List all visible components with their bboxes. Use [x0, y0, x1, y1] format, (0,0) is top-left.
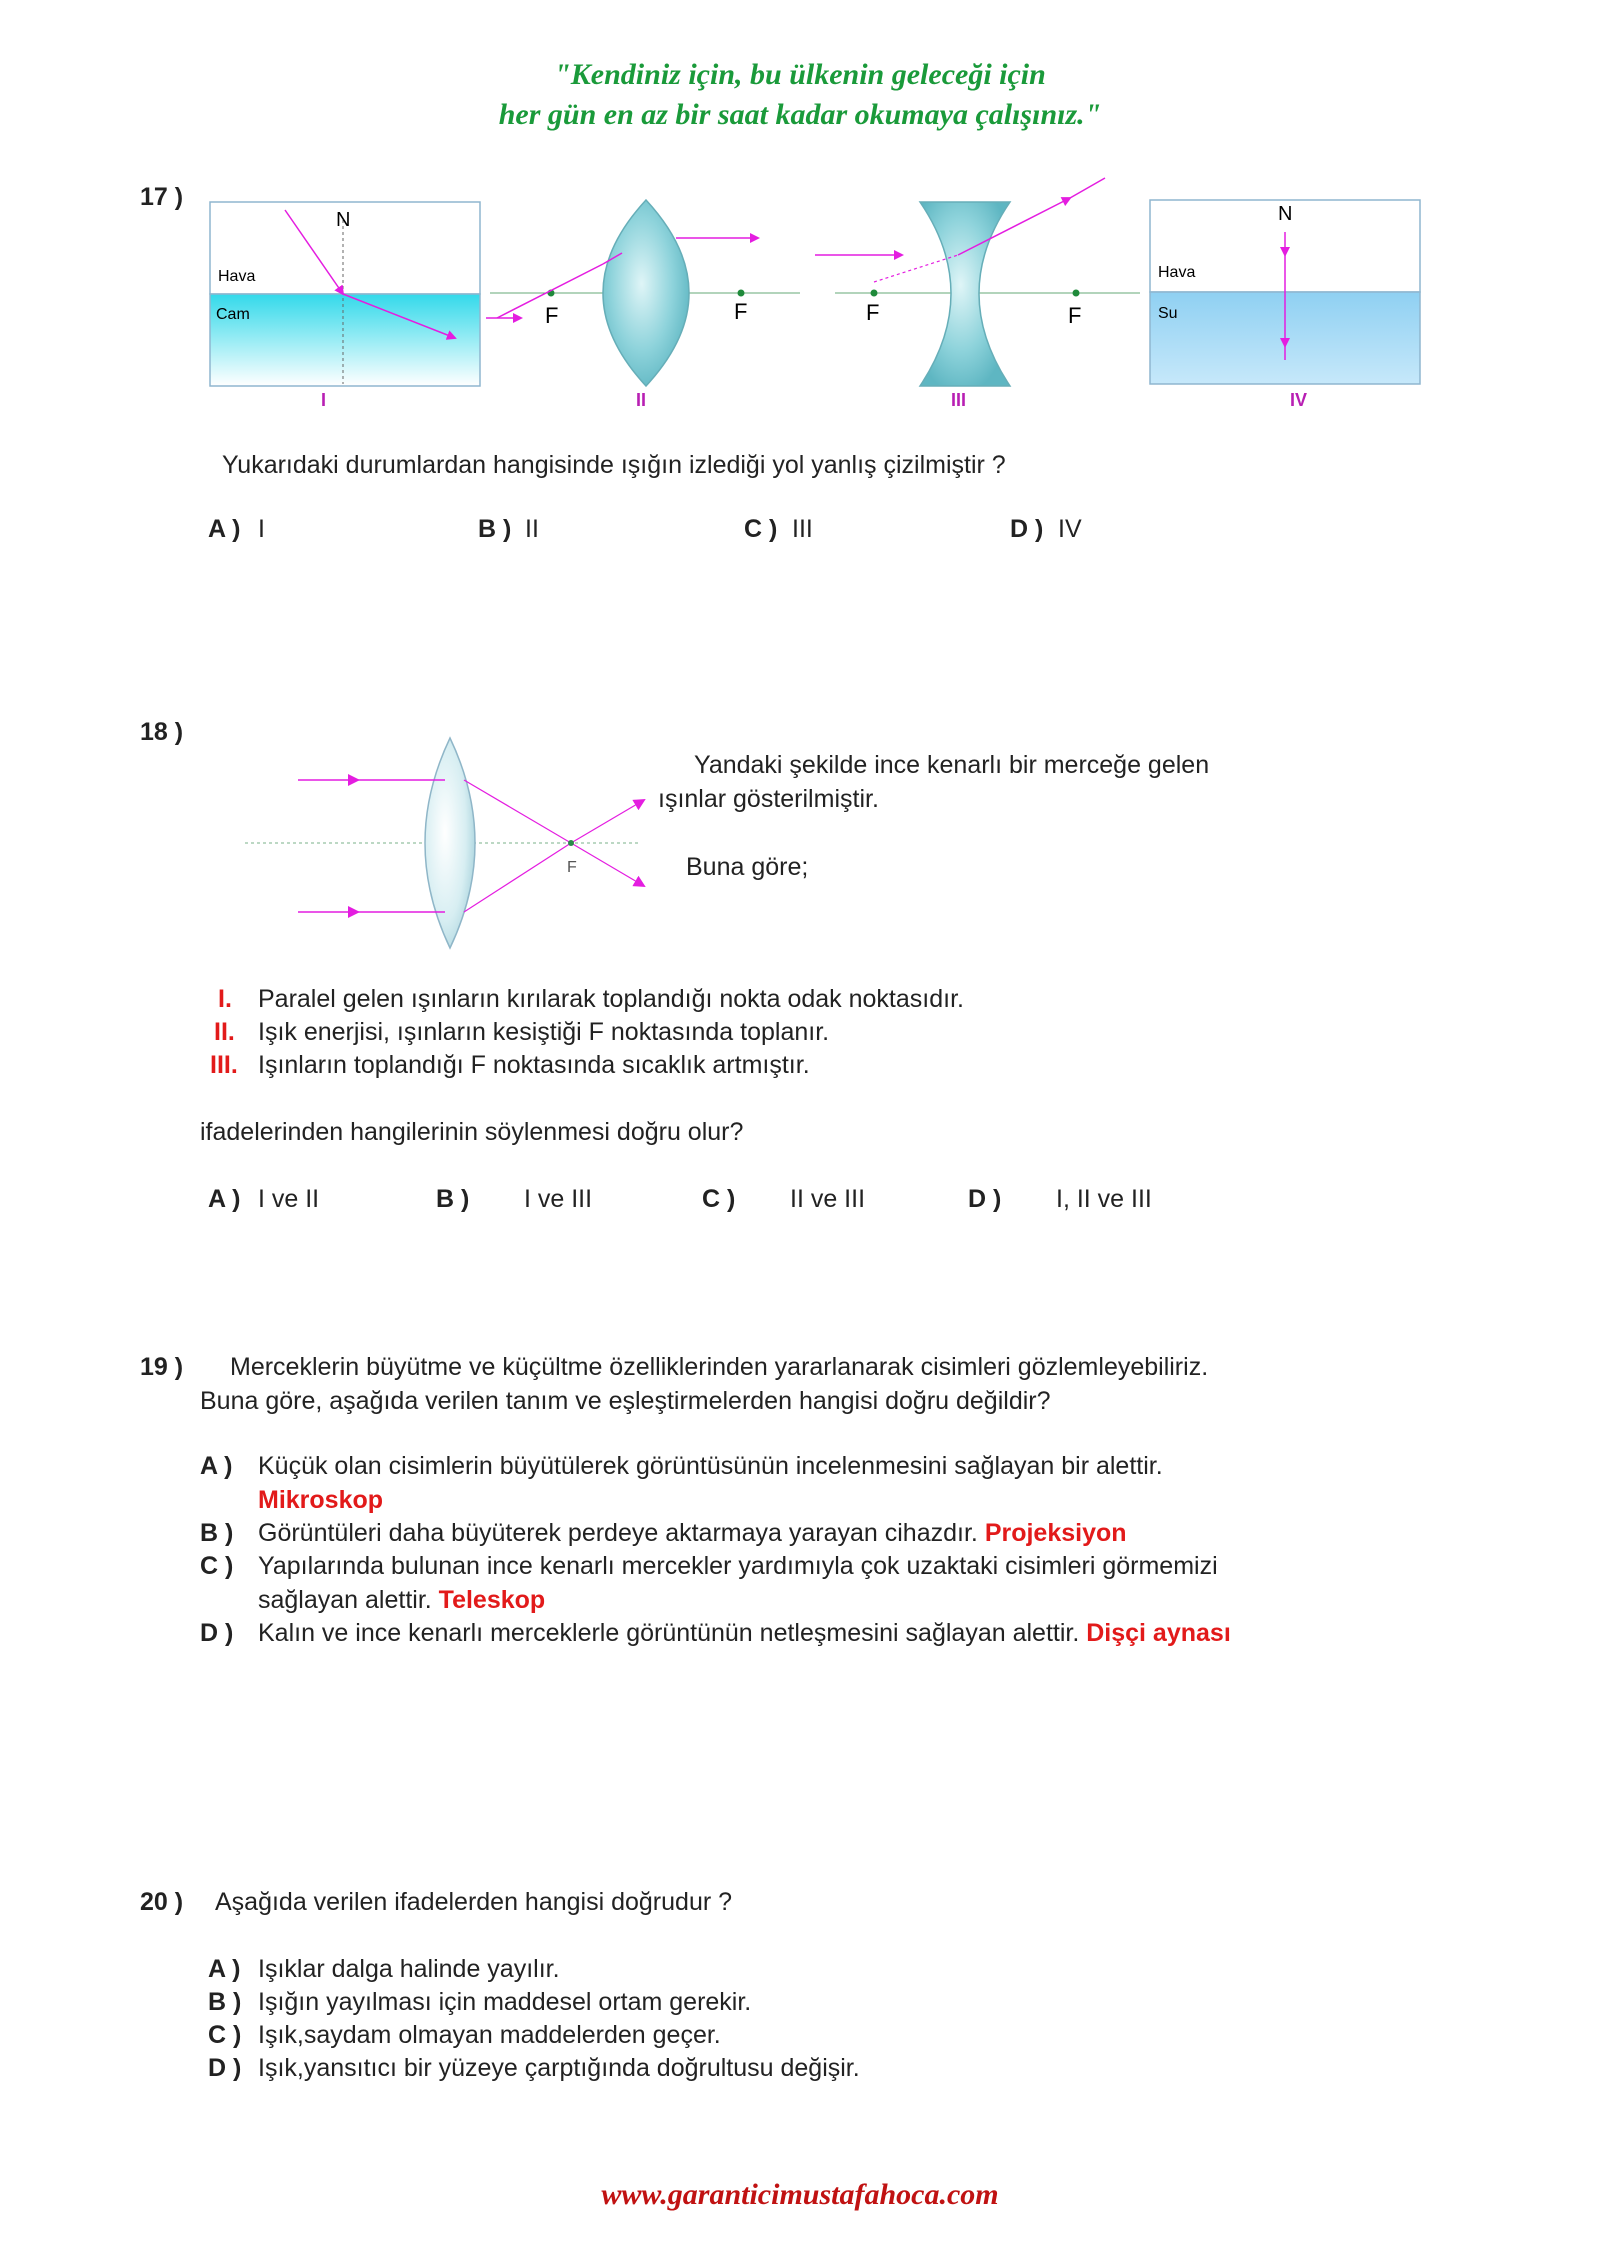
q17-option-c-letter: C ) [744, 515, 778, 543]
panel-i-bottom-label: Cam [216, 306, 250, 323]
question-17-text: Yukarıdaki durumlardan hangisinde ışığın izlediği yol yanlış çizilmiştir ? [222, 451, 1006, 479]
q19-option-d-letter: D ) [200, 1619, 234, 1647]
q20-option-a-letter: A ) [208, 1955, 241, 1983]
panel-iv-top-label: Hava [1158, 264, 1196, 281]
q18-statement-ii-roman: II. [214, 1018, 235, 1046]
q20-option-d-text: Işık,yansıtıcı bir yüzeye çarptığında doğrultusu değişir. [258, 2054, 860, 2082]
q17-option-d-text: IV [1058, 515, 1082, 543]
panel-iii-roman: III [951, 390, 967, 410]
panel-i-roman: I [321, 390, 327, 410]
q19-option-a-answer: Mikroskop [258, 1486, 384, 1514]
q18-statement-i-text: Paralel gelen ışınların kırılarak toplandığı nokta odak noktasıdır. [258, 985, 964, 1013]
panel-iv-normal: N [1278, 203, 1293, 225]
q19-option-c-line-2 [258, 1583, 545, 1617]
question-18-text: ifadelerinden hangilerinin söylenmesi doğru olur? [200, 1118, 744, 1146]
q18-option-c-letter: C ) [702, 1185, 736, 1213]
question-18-number: 18 ) [140, 718, 184, 746]
panel-iii-focus-left: F [866, 300, 880, 325]
q18-option-b-text: I ve III [524, 1185, 593, 1213]
q18-intro-line-3: Buna göre; [686, 853, 809, 881]
q18-statement-iii-text: Işınların toplandığı F noktasında sıcaklık artmıştır. [258, 1051, 810, 1079]
q19-line-2: Buna göre, aşağıda verilen tanım ve eşleştirmelerden hangisi doğru değildir? [200, 1387, 1051, 1415]
q18-option-c-text: II ve III [790, 1185, 866, 1213]
q18-intro-line-1: Yandaki şekilde ince kenarlı bir merceğe gelen [694, 751, 1210, 779]
panel-iv-roman: IV [1290, 390, 1308, 410]
q18-option-d-letter: D ) [968, 1185, 1002, 1213]
q20-option-a-text: Işıklar dalga halinde yayılır. [258, 1955, 560, 1983]
q20-option-d-letter: D ) [208, 2054, 242, 2082]
q19-option-b-line [258, 1516, 1127, 1550]
q19-option-c-text: Yapılarında bulunan ince kenarlı mercekler yardımıyla çok uzaktaki cisimleri görmemizi [258, 1552, 1218, 1580]
q20-option-b-letter: B ) [208, 1988, 242, 2016]
q19-option-c-letter: C ) [200, 1552, 234, 1580]
question-18-figure [240, 720, 660, 950]
q17-option-d-letter: D ) [1010, 515, 1044, 543]
question-17-number: 17 ) [140, 183, 184, 211]
q18-intro-line-2: ışınlar gösterilmiştir. [658, 785, 879, 813]
question-20-text: Aşağıda verilen ifadelerden hangisi doğrudur ? [215, 1888, 733, 1916]
panel-iii-focus-right: F [1068, 303, 1082, 328]
q20-option-c-letter: C ) [208, 2021, 242, 2049]
panel-iv-air-water [1150, 200, 1420, 410]
q17-option-c-text: III [792, 515, 813, 543]
q19-option-a-letter: A ) [200, 1452, 233, 1480]
q18-option-a-letter: A ) [208, 1185, 241, 1213]
question-17-figure [0, 160, 1600, 420]
q18-statement-ii-text: Işık enerjisi, ışınların kesiştiği F noktasında toplanır. [258, 1018, 830, 1046]
panel-i-normal: N [336, 209, 351, 231]
q19-option-c-answer: Teleskop [438, 1586, 546, 1614]
q18-option-b-letter: B ) [436, 1185, 470, 1213]
panel-ii-focus-right: F [734, 299, 748, 324]
q18-focus-label: F [567, 859, 577, 876]
q18-statement-i-roman: I. [218, 985, 232, 1013]
quote-line-2: her gün en az bir saat kadar okumaya çalışınız." [498, 98, 1102, 131]
q18-option-d-text: I, II ve III [1056, 1185, 1152, 1213]
q19-line-1: Merceklerin büyütme ve küçültme özelliklerinden yararlanarak cisimleri gözlemleyebiliriz. [230, 1353, 1209, 1381]
q19-option-d-line [258, 1616, 1231, 1650]
q19-option-c-text-2: sağlayan alettir. [258, 1586, 432, 1614]
q17-option-a-text: I [258, 515, 265, 543]
q18-statement-iii-roman: III. [210, 1051, 238, 1079]
question-20-number: 20 ) [140, 1888, 184, 1916]
q20-option-b-text: Işığın yayılması için maddesel ortam gerekir. [258, 1988, 752, 2016]
q17-option-b-text: II [525, 515, 539, 543]
q17-option-b-letter: B ) [478, 515, 512, 543]
panel-i-top-label: Hava [218, 268, 256, 285]
panel-i-air-glass [210, 202, 480, 410]
footer-url[interactable]: www.garanticimustafahoca.com [601, 2178, 999, 2211]
q20-option-c-text: Işık,saydam olmayan maddelerden geçer. [258, 2021, 721, 2049]
panel-ii-roman: II [636, 390, 647, 410]
q19-option-d-text: Kalın ve ince kenarlı merceklerle görüntünün netleşmesini sağlayan alettir. [258, 1619, 1080, 1647]
q19-option-b-answer: Projeksiyon [984, 1519, 1127, 1547]
question-19-number: 19 ) [140, 1353, 184, 1381]
q19-option-b-text: Görüntüleri daha büyüterek perdeye aktarmaya yarayan cihazdır. [258, 1519, 978, 1547]
q19-option-a-text: Küçük olan cisimlerin büyütülerek görüntüsünün incelenmesini sağlayan bir alettir. [258, 1452, 1163, 1480]
panel-iii-diverging-lens [815, 178, 1140, 410]
panel-ii-focus-left: F [545, 303, 559, 328]
panel-ii-converging-lens [486, 200, 800, 410]
q17-option-a-letter: A ) [208, 515, 241, 543]
q19-option-d-answer: Dişçi aynası [1086, 1619, 1231, 1647]
panel-iv-bottom-label: Su [1158, 305, 1178, 322]
q18-option-a-text: I ve II [258, 1185, 320, 1213]
quote-line-1: "Kendiniz için, bu ülkenin geleceği için [554, 58, 1046, 91]
q19-option-b-letter: B ) [200, 1519, 234, 1547]
